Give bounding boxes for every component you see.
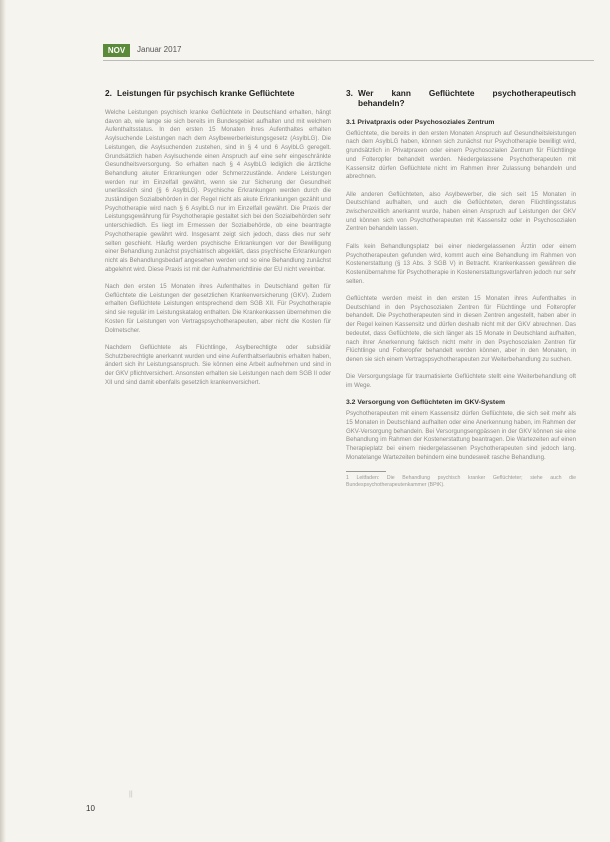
paragraph: Alle anderen Geflüchteten, also Asylbewerber, die sich seit 15 Monaten in Deutschland aufhalten, und auch die Geflüchteten, deren Flüchtlingsstatus zwischenzeitlich anerkannt wurde, haben einen Anspruch auf Leistungen der GKV und können sich von Psychotherapeuten mit Kassensitz oder in Psychosozialen Zentren behandeln lassen.: [346, 190, 576, 233]
footnote: 1 Leitfaden: Die Behandlung psychisch kranker Geflüchteter; siehe auch die Bundespsychotherapeutenkammer (BPtK).: [346, 475, 576, 488]
paragraph: Welche Leistungen psychisch kranke Geflüchtete in Deutschland erhalten, hängt davon ab, wie lange sie sich bereits im Bundesgebiet aufhalten und mit welchem Aufenthaltsstatus. In den ersten 15 Monaten ihres Aufenthaltes erhalten Asylsuchende Leistungen nach dem Asylbewerberleistungsgesetz (AsylbLG). Die Leistungen, die Asylsuchenden zustehen, sind in § 4 und 6 AsylbLG geregelt. Grundsätzlich haben Asylsuchende einen Anspruch auf eine sehr eingeschränkte Gesundheitsversorgung. So erhalten nach § 4 AsylbLG lediglich die ärztliche Behandlung akuter Erkrankungen oder Schmerzzustände. Andere Leistungen werden nur im Einzelfall gewährt, wenn sie zur Sicherung der Gesundheit unerlässlich sind (§ 6 AsylbLG). Psychische Erkrankungen werden durch die zuständigen Sozialbehörden in der Regel nicht als akute Erkrankungen gezählt und Psychotherapie wird nach § 6 AsylbLG nur im Einzelfall gewährt. Die Praxis der Leistungsgewährung für Psychotherapie gestaltet sich bei den Sozialbehörden sehr unterschiedlich. Es liegt im Ermessen der Sozialbehörde, ob eine beantragte Psychotherapie gewährt wird. Insgesamt zeigt sich jedoch, dass dies nur sehr selten geschieht. Häufig werden psychische Erkrankungen vor der Bewilligung einer Behandlung zunächst psychiatrisch abgeklärt, dass psychische Erkrankungen nicht als Behandlungsbedarf angesehen werden und so eine Behandlung zunächst abgelehnt wird. Diese Praxis ist mit der Aufnahmerichtlinie der EU nicht vereinbar.: [105, 109, 331, 273]
journal-logo: NOV: [103, 44, 130, 57]
heading-number: 2.: [105, 88, 112, 98]
scan-edge-shadow: [0, 0, 6, 842]
heading-text: Leistungen für psychisch kranke Geflüchtete: [117, 88, 295, 98]
page-header: [103, 44, 590, 58]
subheading-3-2: 3.2 Versorgung von Geflüchteten im GKV-System: [346, 399, 506, 407]
paragraph: Geflüchtete, die bereits in den ersten Monaten Anspruch auf Gesundheitsleistungen nach dem AsylbLG haben, können sich zunächst nur Psychotherapie bewilligt wird, grundsätzlich in Privatpraxen oder einem Psychosozialen Zentrum für Flüchtlinge und Folteropfer behandelt werden. Niedergelassene Psychotherapeuten mit Kassensitz dürfen Geflüchtete nicht im Rahmen ihrer Zulassung behandeln und abrechnen.: [346, 129, 576, 181]
right-column: [346, 88, 576, 489]
paragraph: Geflüchtete werden meist in den ersten 15 Monaten ihres Aufenthaltes in Deutschland in den Psychosozialen Zentren für Flüchtlinge und Folteropfer behandelt. Die Psychotherapeuten sind in diesen Zentren angestellt, haben aber in der Regel keinen Kassensitz und dürfen deshalb nicht mit der GKV abrechnen. Das bedeutet, dass Geflüchtete, die sich länger als 15 Monate in Deutschland aufhalten, nach ihrer Anerkennung faktisch nicht mehr in den Psychosozialen Zentren für Flüchtlinge und Folteropfer behandelt werden können, aber in den Monaten, in denen sie sich einem Vertragspsychotherapeuten zur Weiterbehandlung zu suchen.: [346, 295, 576, 363]
heading-text: Wer kann Geflüchtete psychotherapeutisch behandeln?: [358, 88, 576, 108]
margin-mark: ||: [129, 791, 133, 798]
heading-number: 3.: [346, 88, 353, 98]
section-heading-3: [346, 88, 576, 108]
paragraph: Falls kein Behandlungsplatz bei einer niedergelassenen Ärztin oder einem Psychotherapeuten gefunden wird, kommt auch eine Behandlung im Rahmen von Kostenerstattung (§ 13 Abs. 3 SGB V) in Betracht. Krankenkassen gewähren die Kostenübernahme für Psychotherapie in Kostenerstattungsverfahren jedoch nur sehr selten.: [346, 242, 576, 285]
subheading-3-1: 3.1 Privatpraxis oder Psychosoziales Zentrum: [346, 119, 495, 126]
footnote-divider: [346, 471, 386, 472]
issue-date: Januar 2017: [137, 45, 182, 54]
header-divider: [103, 60, 594, 61]
section-heading-2: [105, 88, 331, 98]
page-number: 10: [86, 804, 95, 813]
paragraph: Nach den ersten 15 Monaten ihres Aufenthaltes in Deutschland gelten für Geflüchtete die Leistungen der gesetzlichen Krankenversicherung (GKV). Zudem erhalten Geflüchtete Leistungen entsprechend dem SGB XII. Für Psychotherapie sind sie regulär im Leistungskatalog enthalten. Die Krankenkassen übernehmen die Kosten für Leistungen von Vertragspsychotherapeuten, aber nicht die Kosten für Dolmetscher.: [105, 283, 331, 334]
paragraph: Nachdem Geflüchtete als Flüchtlinge, Asylberechtigte oder subsidiär Schutzberechtigte anerkannt wurden und eine Aufenthaltserlaubnis erhalten haben, ändert sich ihr Leistungsanspruch. Sie können eine Arbeit aufnehmen und sind in der GKV pflichtversichert. Ansonsten erhalten sie Leistungen nach dem SGB II oder XII und sind damit ebenfalls gesetzlich krankenversichert.: [105, 343, 331, 386]
paragraph: Psychotherapeuten mit einem Kassensitz dürfen Geflüchtete, die sich seit mehr als 15 Monaten in Deutschland aufhalten oder eine Anerkennung haben, im Rahmen der GKV-Versorgung behandeln. Bei Versorgungsengpässen in der GKV können sie eine Behandlung im Rahmen der Kostenerstattung beantragen. Die Wartezeiten auf einen Therapieplatz bei einem niedergelassenen Psychotherapeuten sind jedoch lang. Monatelange Wartezeiten behindern eine bundesweit rasche Behandlung.: [346, 410, 576, 461]
paragraph: Die Versorgungslage für traumatisierte Geflüchtete stellt eine Weiterbehandlung oft im Wege.: [346, 373, 576, 390]
left-column: [105, 88, 331, 396]
